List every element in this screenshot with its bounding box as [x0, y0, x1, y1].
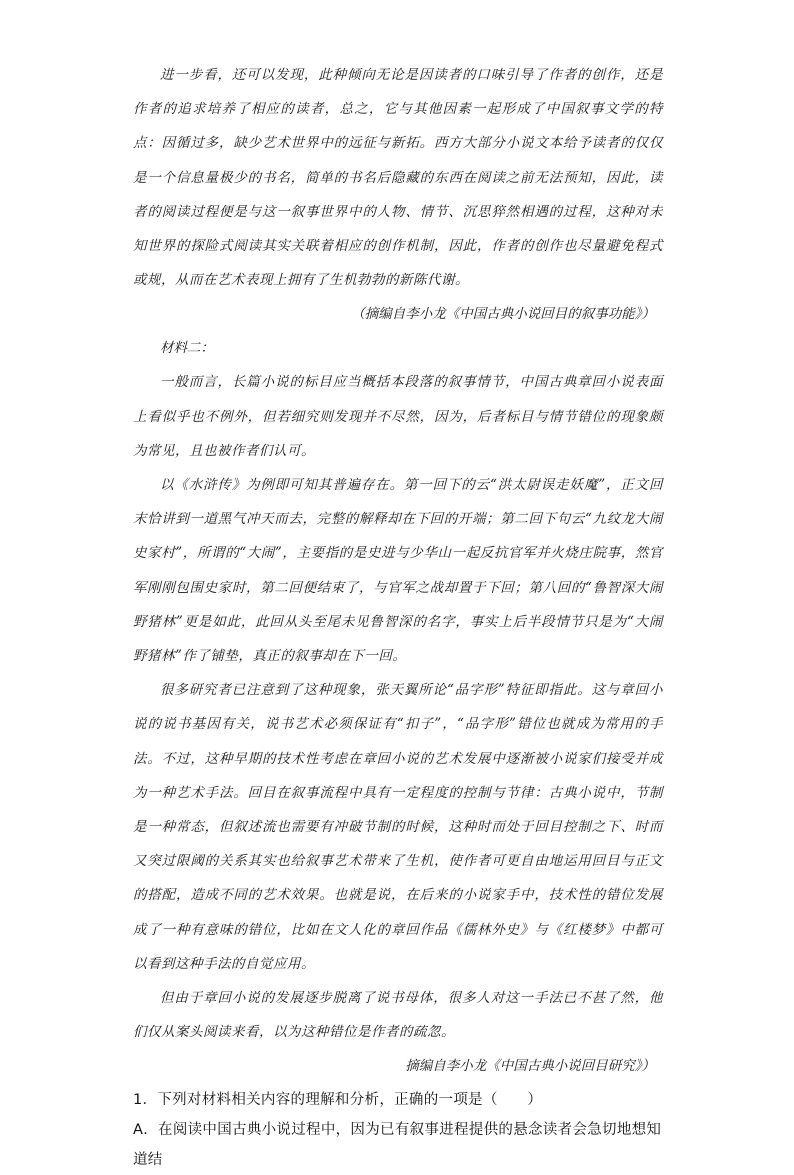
material-two-paragraph-2: 以《水浒传》为例即可知其普遍存在。第一回下的云“洪太尉误走妖魔”，正文回末恰讲到一道黑气冲天而去，完整的解释却在下回的开端；第二回下句云“九纹龙大闹史家村”，所谓的“大闹”，主要指的是史进与少华山一起反抗官军并火烧庄院事，然官军刚刚包围史家时，第二回便结束了，与官军之战却置于下回；第八回的“鲁智深大闹野猪林”更是如此，此回从头至尾未见鲁智深的名字，事实上后半段情节只是为“大闹野猪林”作了铺垫，真正的叙事却在下一回。 [133, 477, 663, 665]
document-content [133, 58, 663, 1175]
material-two-paragraph-1: 一般而言，长篇小说的标目应当概括本段落的叙事情节，中国古典章回小说表面上看似乎也不例外，但若细究则发现并不尽然，因为，后者标目与情节错位的现象颇为常见，且也被作者们认可。 [133, 374, 663, 459]
material-one-source: （摘编自李小龙《中国古典小说回目的叙事功能》） [351, 306, 655, 323]
question-1-stem: 1．下列对材料相关内容的理解和分析，正确的一项是（ ） [133, 1092, 543, 1109]
material-two-paragraph-4: 但由于章回小说的发展逐步脱离了说书母体，很多人对这一手法已不甚了然，他们仅从案头阅读来看，以为这种错位是作者的疏忽。 [133, 990, 663, 1041]
material-two-label: 材料二： [160, 340, 214, 357]
question-1-option-a: A．在阅读中国古典小说过程中，因为已有叙事进程提供的悬念读者会急切地想知道结 [133, 1122, 662, 1169]
material-two-source: 摘编自李小龙《中国古典小说回目研究》） [405, 1058, 655, 1075]
material-two-paragraph-3: 很多研究者已注意到了这种现象，张天翼所论“品字形”特征即指此。这与章回小说的说书基因有关，说书艺术必须保证有“扣子”，“品字形”错位也就成为常用的手法。不过，这种早期的技术性考虑在章回小说的艺术发展中逐渐被小说家们接受并成为一种艺术手法。回目在叙事流程中具有一定程度的控制与节律：古典小说中，节制是一种常态，但叙述流也需要有冲破节制的时候，这种时而处于回目控制之下、时而又突过限阈的关系其实也给叙事艺术带来了生机，使作者可更自由地运用回目与正文的搭配，造成不同的艺术效果。也就是说，在后来的小说家手中，技术性的错位发展成了一种有意味的错位，比如在文人化的章回作品《儒林外史》与《红楼梦》中都可以看到这种手法的自觉应用。 [133, 682, 663, 972]
material-one-paragraph: 进一步看，还可以发现，此种倾向无论是因读者的口味引导了作者的创作，还是作者的追求培养了相应的读者，总之，它与其他因素一起形成了中国叙事文学的特点：因循过多，缺少艺术世界中的远征与新拓。西方大部分小说文本给予读者的仅仅是一个信息量极少的书名，简单的书名后隐藏的东西在阅读之前无法预知，因此，读者的阅读过程便是与这一叙事世界中的人物、情节、沉思猝然相遇的过程，这种对未知世界的探险式阅读其实关联着相应的创作机制，因此，作者的创作也尽量避免程式或规，从而在艺术表现上拥有了生机勃勃的新陈代谢。 [133, 67, 663, 289]
